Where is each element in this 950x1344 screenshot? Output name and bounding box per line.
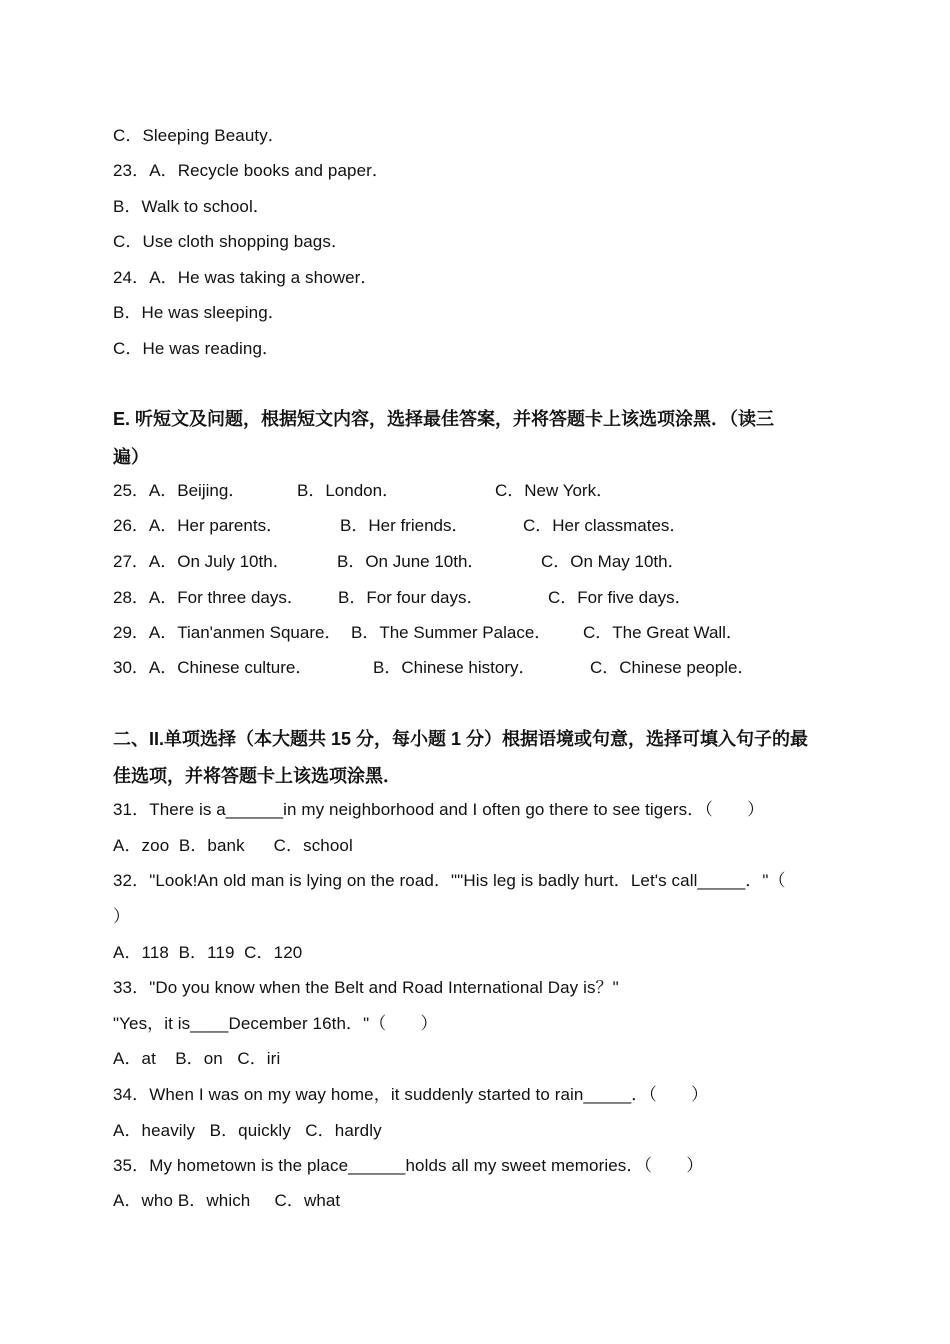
section-2-heading-cont: 佳选项，并将答题卡上该选项涂黑． <box>113 766 401 786</box>
option-line: A．118 B．119 C．120 <box>113 943 303 962</box>
option-a: 30．A．Chinese culture． <box>113 658 313 677</box>
option-b: B．The Summer Palace． <box>351 623 552 642</box>
option-b: B．On June 10th． <box>337 552 485 571</box>
option-b: B．London． <box>297 481 400 500</box>
option-a: 29．A．Tian'anmen Square． <box>113 623 342 642</box>
option-a: 27．A．On July 10th． <box>113 552 290 571</box>
option-a: 25．A．Beijing． <box>113 481 246 500</box>
section-e-heading-cont: 遍） <box>113 447 149 467</box>
option-a: 26．A．Her parents． <box>113 516 284 535</box>
option-c: C．Her classmates． <box>523 516 687 535</box>
question-line: 32．"Look!An old man is lying on the road．""His leg is badly hurt．Let's call_____．"（ <box>113 871 786 890</box>
option-line: C．Sleeping Beauty． <box>113 126 285 145</box>
option-line: C．He was reading． <box>113 339 280 358</box>
section-e-heading: E. 听短文及问题，根据短文内容，选择最佳答案，并将答题卡上该选项涂黑．（读三 <box>113 409 775 429</box>
question-line: 31．There is a______in my neighborhood and I often go there to see tigers．（ ） <box>113 800 765 819</box>
question-line: 23．A．Recycle books and paper． <box>113 161 389 180</box>
option-c: C．On May 10th． <box>541 552 685 571</box>
question-line: 33．"Do you know when the Belt and Road International Day is？" <box>113 978 619 997</box>
option-line: B．Walk to school． <box>113 197 270 216</box>
question-line-cont: "Yes，it is____December 16th．"（ ） <box>113 1014 438 1033</box>
option-b: B．For four days． <box>338 588 484 607</box>
option-line: A．at B．on C．iri <box>113 1049 281 1068</box>
option-b: B．Her friends． <box>340 516 469 535</box>
option-line: B．He was sleeping． <box>113 303 285 322</box>
option-line: A．zoo B．bank C．school <box>113 836 353 855</box>
option-line: C．Use cloth shopping bags． <box>113 232 349 251</box>
option-b: B．Chinese history． <box>373 658 536 677</box>
option-c: C．Chinese people． <box>590 658 755 677</box>
section-2-heading: 二、II.单项选择（本大题共 15 分，每小题 1 分）根据语境或句意，选择可填入句子的最 <box>113 729 809 749</box>
question-line: 35．My hometown is the place______holds all my sweet memories．（ ） <box>113 1156 704 1175</box>
option-c: C．New York． <box>495 481 614 500</box>
option-a: 28．A．For three days． <box>113 588 304 607</box>
option-line: A．heavily B．quickly C．hardly <box>113 1121 382 1140</box>
question-line-cont: ） <box>113 907 131 926</box>
option-line: A．who B．which C．what <box>113 1191 341 1210</box>
question-line: 24．A．He was taking a shower． <box>113 268 378 287</box>
option-c: C．For five days． <box>548 588 692 607</box>
option-c: C．The Great Wall． <box>583 623 743 642</box>
question-line: 34．When I was on my way home，it suddenly started to rain_____．（ ） <box>113 1085 709 1104</box>
